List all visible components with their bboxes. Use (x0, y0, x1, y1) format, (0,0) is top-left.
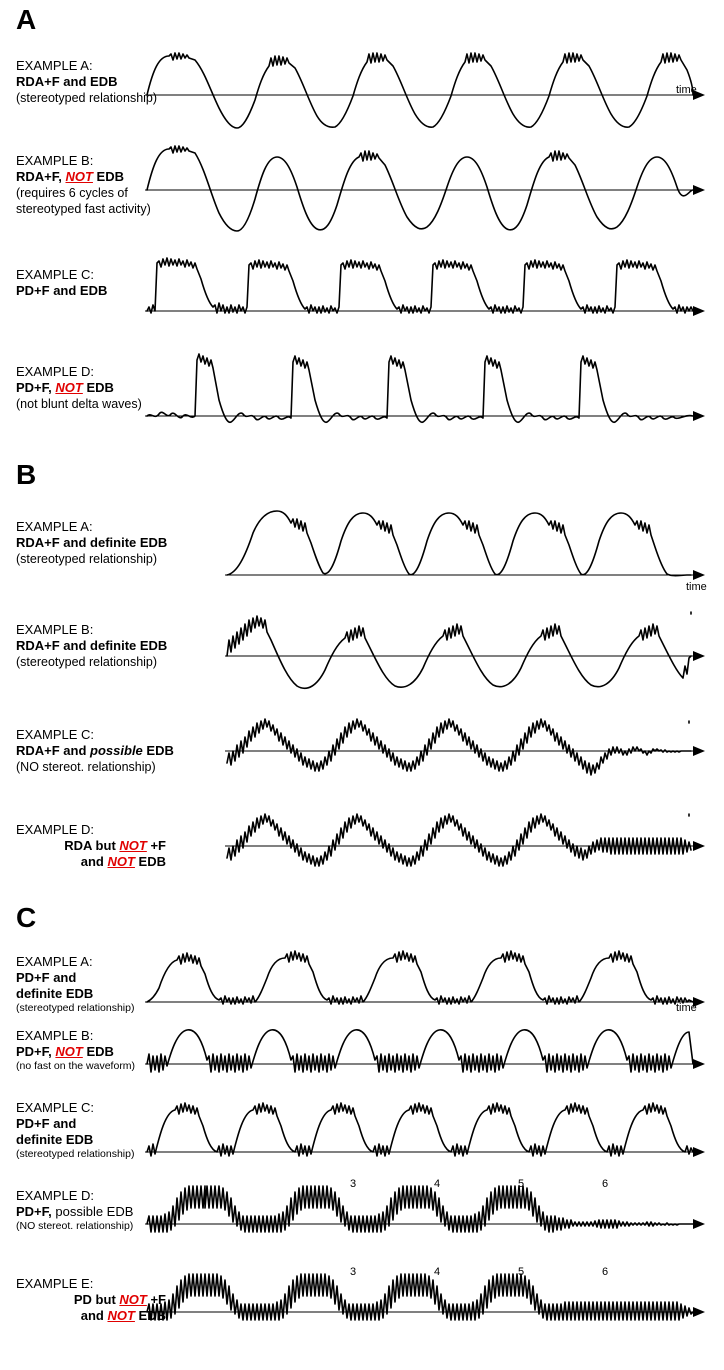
time-axis-label-c: time (676, 1002, 697, 1014)
panel-c-row-3-label (16, 1100, 166, 1161)
waveform-rda-f-possible-edb (225, 703, 705, 793)
panel-b-row-4 (0, 800, 724, 890)
waveform-pd-f-not-edb-nofast (145, 1012, 705, 1084)
example-main: RDA+F and EDB (16, 74, 118, 89)
panel-a-row-3 (0, 245, 724, 325)
example-main-pre: PD+F, (16, 380, 56, 395)
panel-a-row-4 (0, 340, 724, 440)
example-main-pre: RDA+F and (16, 743, 91, 758)
panel-a-row-1-label (16, 58, 166, 106)
example-title: EXAMPLE D: (16, 364, 95, 379)
example-main-not: NOT (119, 838, 147, 853)
panel-c-row-2-label (16, 1028, 166, 1073)
example-main-line2-pre: and (80, 854, 108, 869)
example-main-not: NOT (65, 169, 93, 184)
waveform-rda-f-definite-edb-sine (225, 600, 705, 695)
example-main-line2-not: NOT (107, 854, 135, 869)
example-title: EXAMPLE E: (16, 1276, 94, 1291)
panel-a (0, 0, 724, 450)
panel-a-row-2 (0, 135, 724, 240)
example-main: PD+F and (16, 970, 77, 985)
panel-a-row-4-label (16, 364, 166, 412)
example-main-line2-pre: and (80, 1308, 108, 1323)
example-main-pre: PD but (73, 1292, 120, 1307)
waveform-rda-f-definite-edb-arcs (225, 497, 705, 592)
waveform-pd-f-edb (145, 245, 705, 325)
example-main-pre: PD+F, (16, 1044, 56, 1059)
example-title: EXAMPLE A: (16, 519, 93, 534)
waveform-pd-f-not-edb (145, 340, 705, 440)
example-title: EXAMPLE D: (16, 822, 95, 837)
example-title: EXAMPLE A: (16, 954, 93, 969)
example-note: (stereotyped relationship) (16, 1002, 135, 1014)
panel-c-row-4 (0, 1168, 724, 1248)
example-main: RDA+F and definite EDB (16, 638, 168, 653)
example-main-pre: RDA but (64, 838, 120, 853)
example-title: EXAMPLE C: (16, 1100, 95, 1115)
example-main-post: +F (146, 1292, 166, 1307)
panel-b (0, 455, 724, 895)
panel-b-row-4-label (16, 822, 166, 870)
waveform-pd-not-f-not-edb (145, 1258, 705, 1348)
panel-c-letter: C (16, 902, 37, 933)
panel-c-row-5 (0, 1258, 724, 1348)
panel-b-row-3 (0, 703, 724, 793)
burst-count-3: 3 (350, 1178, 357, 1190)
example-note: (stereotyped relationship) (16, 655, 158, 669)
burst-count-5: 5 (518, 1266, 525, 1278)
burst-count-5: 5 (518, 1178, 525, 1190)
example-main-not: NOT (55, 380, 83, 395)
example-main-line2-not: NOT (107, 1308, 135, 1323)
example-main-pre: RDA+F, (16, 169, 66, 184)
example-main-ital: possible (90, 743, 143, 758)
example-main: RDA+F and definite EDB (16, 535, 168, 550)
waveform-pd-f-possible-edb (145, 1168, 705, 1248)
example-note: (NO stereot. relationship) (16, 1220, 134, 1232)
burst-count-4: 4 (434, 1178, 441, 1190)
panel-a-row-2-label (16, 153, 166, 217)
panel-b-row-1-label (16, 519, 166, 567)
example-main: PD+F and EDB (16, 283, 108, 298)
example-main-post: EDB (92, 169, 124, 184)
panel-a-letter: A (16, 4, 37, 35)
burst-count-6: 6 (602, 1178, 609, 1190)
waveform-pd-f-definite-edb-2 (145, 1088, 705, 1164)
example-main-pre: PD+F, (16, 1204, 56, 1219)
example-main-not: NOT (55, 1044, 83, 1059)
waveform-rda-f-not-edb (145, 135, 705, 240)
example-main-post: +F (146, 838, 166, 853)
example-main-not: NOT (119, 1292, 147, 1307)
example-note: (stereotyped relationship) (16, 91, 158, 105)
waveform-pd-f-definite-edb (145, 940, 705, 1012)
panel-b-row-2-label (16, 622, 166, 670)
example-main-post: EDB (82, 1044, 114, 1059)
burst-count-4: 4 (434, 1266, 441, 1278)
example-title: EXAMPLE B: (16, 622, 94, 637)
burst-count-6: 6 (602, 1266, 609, 1278)
example-main: PD+F and (16, 1116, 77, 1131)
example-title: EXAMPLE B: (16, 1028, 94, 1043)
waveform-rda-f-edb (145, 40, 705, 130)
time-axis-label-a: time (676, 84, 697, 96)
example-note: (stereotyped relationship) (16, 552, 158, 566)
example-note: (stereotyped relationship) (16, 1148, 135, 1160)
example-main2: definite EDB (16, 986, 94, 1001)
panel-c (0, 900, 724, 1370)
example-title: EXAMPLE C: (16, 727, 95, 742)
example-note: (no fast on the waveform) (16, 1060, 136, 1072)
panel-b-letter: B (16, 459, 37, 490)
panel-b-row-1 (0, 497, 724, 592)
panel-c-row-3 (0, 1088, 724, 1164)
example-note: (requires 6 cycles of stereotyped fast activity) (16, 186, 151, 216)
panel-c-row-5-label (16, 1276, 166, 1324)
time-axis-label-b: time (686, 581, 707, 593)
example-title: EXAMPLE C: (16, 267, 95, 282)
example-note: (NO stereot. relationship) (16, 760, 156, 774)
example-note: (not blunt delta waves) (16, 397, 142, 411)
panel-c-row-1 (0, 940, 724, 1012)
panel-c-row-2 (0, 1012, 724, 1084)
example-title: EXAMPLE A: (16, 58, 93, 73)
example-main-post: possible EDB (55, 1204, 134, 1219)
example-main-post: EDB (142, 743, 174, 758)
example-main-line2-post: EDB (134, 1308, 166, 1323)
panel-a-row-3-label (16, 267, 166, 299)
burst-count-3: 3 (350, 1266, 357, 1278)
waveform-rda-not-f-not-edb (225, 800, 705, 890)
example-title: EXAMPLE B: (16, 153, 94, 168)
panel-c-row-4-label (16, 1188, 166, 1233)
example-title: EXAMPLE D: (16, 1188, 95, 1203)
example-main-line2-post: EDB (134, 854, 166, 869)
panel-a-row-1 (0, 40, 724, 130)
panel-b-row-2 (0, 600, 724, 695)
panel-b-row-3-label (16, 727, 174, 775)
example-main-post: EDB (82, 380, 114, 395)
panel-c-row-1-label (16, 954, 166, 1015)
example-main2: definite EDB (16, 1132, 94, 1147)
